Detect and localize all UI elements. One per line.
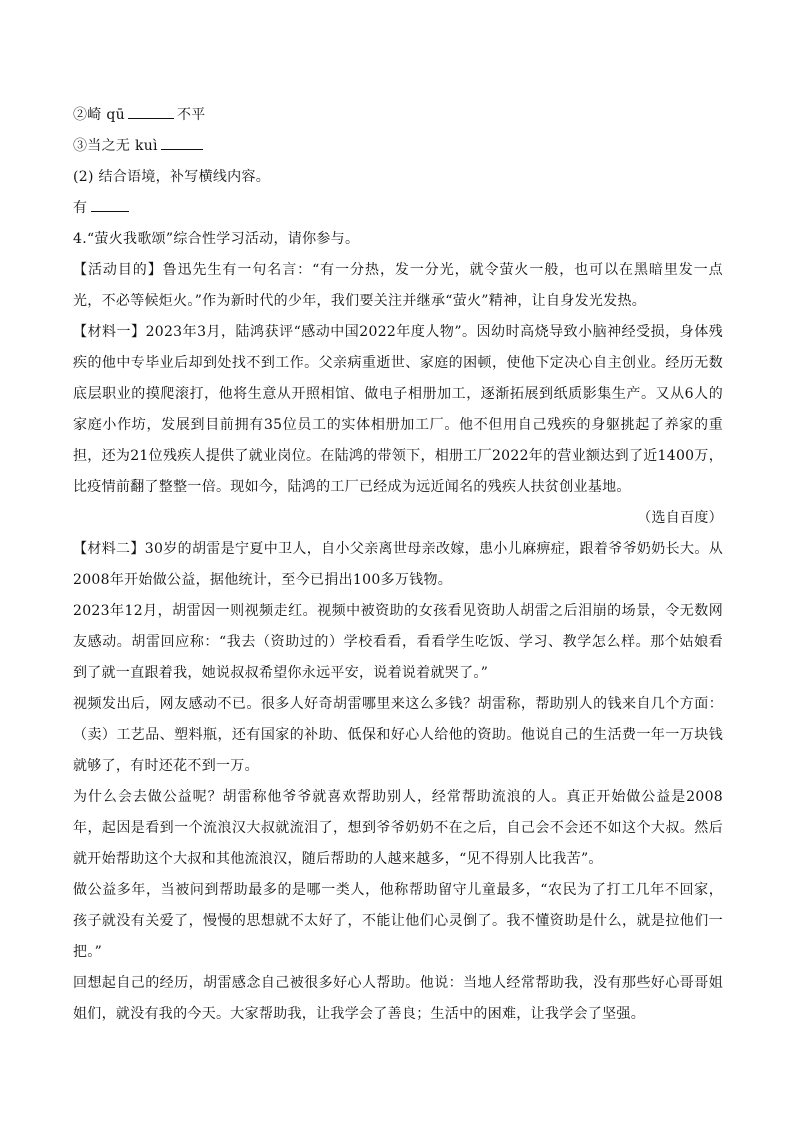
material-two-text-1: 30岁的胡雷是宁夏中卫人，自小父亲离世母亲改嫁，患小儿麻痹症，跟着爷爷奶奶长大。从2008年开始做公益，据他统计，至今已捐出100多万钱物。	[73, 541, 723, 588]
material-one-text: 2023年3月，陆鸿获评“感动中国2022年度人物”。因幼时高烧导致小脑神经受损，身体残疾的他中专毕业后却到处找不到工作。父亲病重逝世、家庭的困顿，使他下定决心自主创业。经历无数底层职业的摸爬滚打，他将生意从开照相馆、做电子相册加工，逐渐拓展到纸质影集生产。又从6人的家庭小作坊，发展到目前拥有35位员工的实体相册加工厂。他不但用自己残疾的身躯挑起了养家的重担，还为21位残疾人提供了就业岗位。在陆鸿的带领下，相册工厂2022年的营业额达到了近1400万，比疫情前翻了整整一倍。现如今，陆鸿的工厂已经成为远近闻名的残疾人扶贫创业基地。	[73, 324, 724, 495]
answer-blank-qu[interactable]	[128, 105, 174, 119]
answer-blank-kui[interactable]	[161, 136, 203, 150]
question-item-kui	[73, 131, 723, 162]
question-item-qu	[73, 100, 723, 131]
material-one-label: 【材料一】	[73, 324, 146, 340]
material-two-p3: 视频发出后，网友感动不已。很多人好奇胡雷哪里来这么多钱？胡雷称，帮助别人的钱来自几个方面：（卖）工艺品、塑料瓶，还有国家的补助、低保和好心人给他的资助。他说自己的生活费一年一万块钱就够了，有时还花不到一万。	[73, 696, 723, 774]
question-2-answer-prefix: 有	[73, 200, 88, 216]
material-two-p4: 为什么会去做公益呢？胡雷称他爷爷就喜欢帮助别人，经常帮助流浪的人。真正开始做公益是2008年，起因是看到一个流浪汉大叔就流泪了，想到爷爷奶奶不在之后，自己会不会还不如这个大叔。然后就开始帮助这个大叔和其他流浪汉，随后帮助的人越来越多，“见不得别人比我苦”。	[73, 789, 723, 867]
material-two-p1	[73, 534, 723, 596]
material-one	[73, 317, 723, 503]
material-two-p2: 2023年12月，胡雷因一则视频走红。视频中被资助的女孩看见资助人胡雷之后泪崩的场景，令无数网友感动。胡雷回应称：“我去（资助过的）学校看看，看看学生吃饭、学习、教学怎么样。那个姑娘看到了就一直跟着我，她说叔叔希望你永远平安，说着说着就哭了。”	[73, 603, 723, 681]
question-2-answer	[73, 193, 723, 224]
activity-purpose-label: 【活动目的】	[73, 262, 163, 278]
activity-purpose-text: 鲁迅先生有一句名言：“有一分热，发一分光，就令萤火一般，也可以在黑暗里发一点光，不必等候炬火。”作为新时代的少年，我们要关注并继承“萤火”精神，让自身发光发热。	[73, 262, 723, 309]
question-2-prompt: (2) 结合语境，补写横线内容。	[73, 169, 271, 185]
question-qu-prefix: ②崎 qū	[73, 107, 125, 123]
answer-blank-2[interactable]	[91, 198, 129, 212]
question-kui-prefix: ③当之无 kuì	[73, 138, 158, 154]
activity-purpose	[73, 255, 723, 317]
material-one-source: （选自百度）	[637, 510, 723, 526]
question-4-title: 4.“萤火我歌颂”综合性学习活动，请你参与。	[73, 231, 360, 247]
document-page	[73, 100, 723, 1030]
question-qu-suffix: 不平	[176, 107, 206, 123]
material-two-label: 【材料二】	[73, 541, 145, 557]
material-two-p6: 回想起自己的经历，胡雷感念自己被很多好心人帮助。他说：当地人经常帮助我，没有那些好心哥哥姐姐们，就没有我的今天。大家帮助我，让我学会了善良；生活中的困难，让我学会了坚强。	[73, 975, 723, 1022]
material-two-p5: 做公益多年，当被问到帮助最多的是哪一类人，他称帮助留守儿童最多，“农民为了打工几年不回家，孩子就没有关爱了，慢慢的思想就不太好了，不能让他们心灵倒了。我不懂资助是什么，就是拉他们一把。”	[73, 882, 723, 960]
